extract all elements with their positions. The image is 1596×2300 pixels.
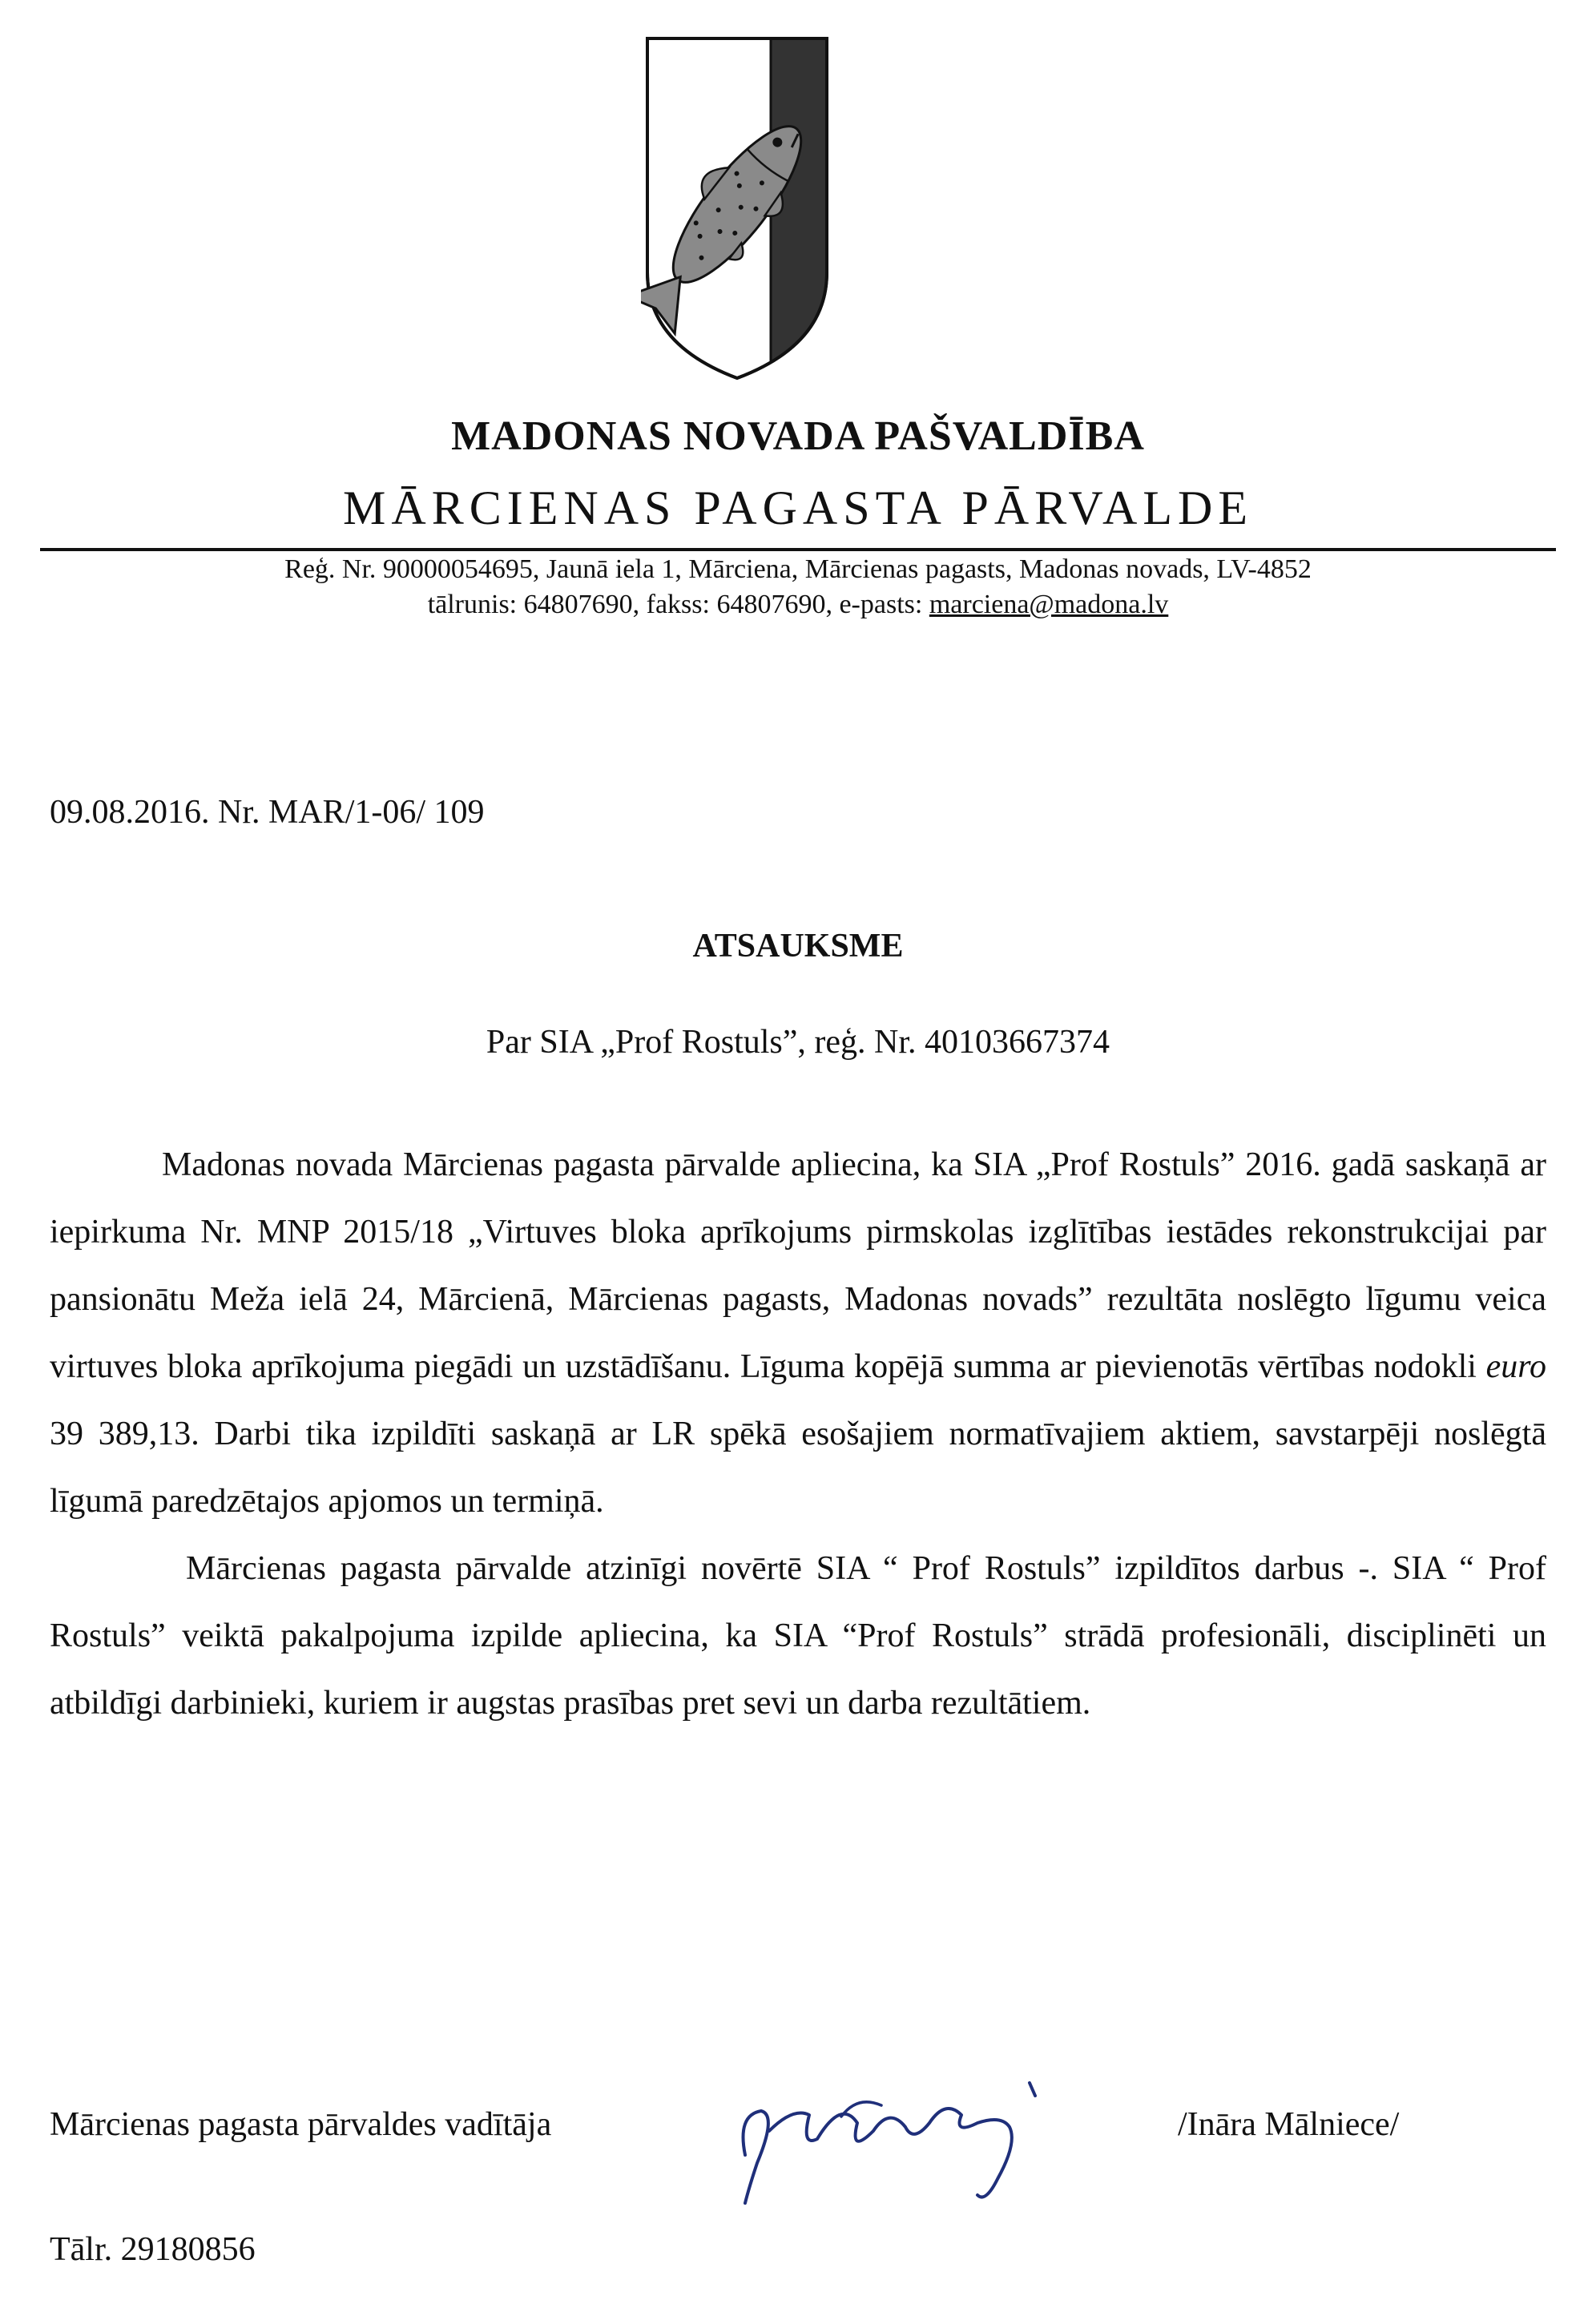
- letter-body: [50, 1131, 1546, 1737]
- signatory-role: Mārcienas pagasta pārvaldes vadītāja: [50, 2106, 552, 2143]
- handwritten-signature-icon: [721, 2067, 1058, 2211]
- header-divider: [40, 548, 1556, 551]
- email-link[interactable]: marciena@madona.lv: [929, 590, 1169, 619]
- body-paragraph-2: Mārcienas pagasta pārvalde atzinīgi novērtē SIA “ Prof Rostuls” izpildītos darbus -. SIA “ Prof Rostuls” veiktā pakalpojuma izpilde apliecina, ka SIA “Prof Rostuls” strādā profesionāli, disciplinēti un atbildīgi darbinieki, kuriem ir augstas prasības pret sevi un darba rezultātiem.: [50, 1550, 1546, 1722]
- contact-phones: tālrunis: 64807690, fakss: 64807690, e-pasts:: [427, 590, 929, 619]
- signatory-phone: Tālr. 29180856: [50, 2231, 256, 2268]
- paragraph-1-text: Madonas novada Mārcienas pagasta pārvalde apliecina, ka SIA „Prof Rostuls” 2016. gadā saskaņā ar iepirkuma Nr. MNP 2015/18 „Virtuves bloka aprīkojums pirmskolas izglītības iestādes rekonstrukcijai par pansionātu Meža ielā 24, Mārcienā, Mārcienas pagasts, Madonas novads” rezultāta noslēgto līgumu veica virtuves bloka aprīkojuma piegādi un uzstādīšanu. Līguma kopējā summa ar pievienotās vērtības nodokli: [50, 1146, 1546, 1385]
- signatory-name: /Ināra Mālniece/: [1178, 2106, 1400, 2143]
- date-and-number: 09.08.2016. Nr. MAR/1-06/ 109: [50, 794, 485, 831]
- body-paragraph-1: [50, 1131, 1546, 1535]
- document-subject: Par SIA „Prof Rostuls”, reģ. Nr. 40103667374: [486, 1024, 1110, 1061]
- parish-administration-name: MĀRCIENAS PAGASTA PĀRVALDE: [343, 481, 1253, 534]
- document-title: ATSAUKSME: [692, 928, 904, 965]
- paragraph-1-text-end: 39 389,13. Darbi tika izpildīti saskaņā ar LR spēkā esošajiem normatīvajiem aktiem, savstarpēji noslēgtā līgumā paredzētajos apjomos un termiņā.: [50, 1416, 1546, 1520]
- registration-address: Reģ. Nr. 90000054695, Jaunā iela 1, Mārciena, Mārcienas pagasts, Madonas novads, LV-4852: [284, 554, 1312, 584]
- currency-word: euro: [1485, 1348, 1546, 1385]
- municipality-name: MADONAS NOVADA PAŠVALDĪBA: [451, 413, 1145, 459]
- contact-line: [0, 590, 1596, 620]
- coat-of-arms-fish-icon: [641, 32, 833, 385]
